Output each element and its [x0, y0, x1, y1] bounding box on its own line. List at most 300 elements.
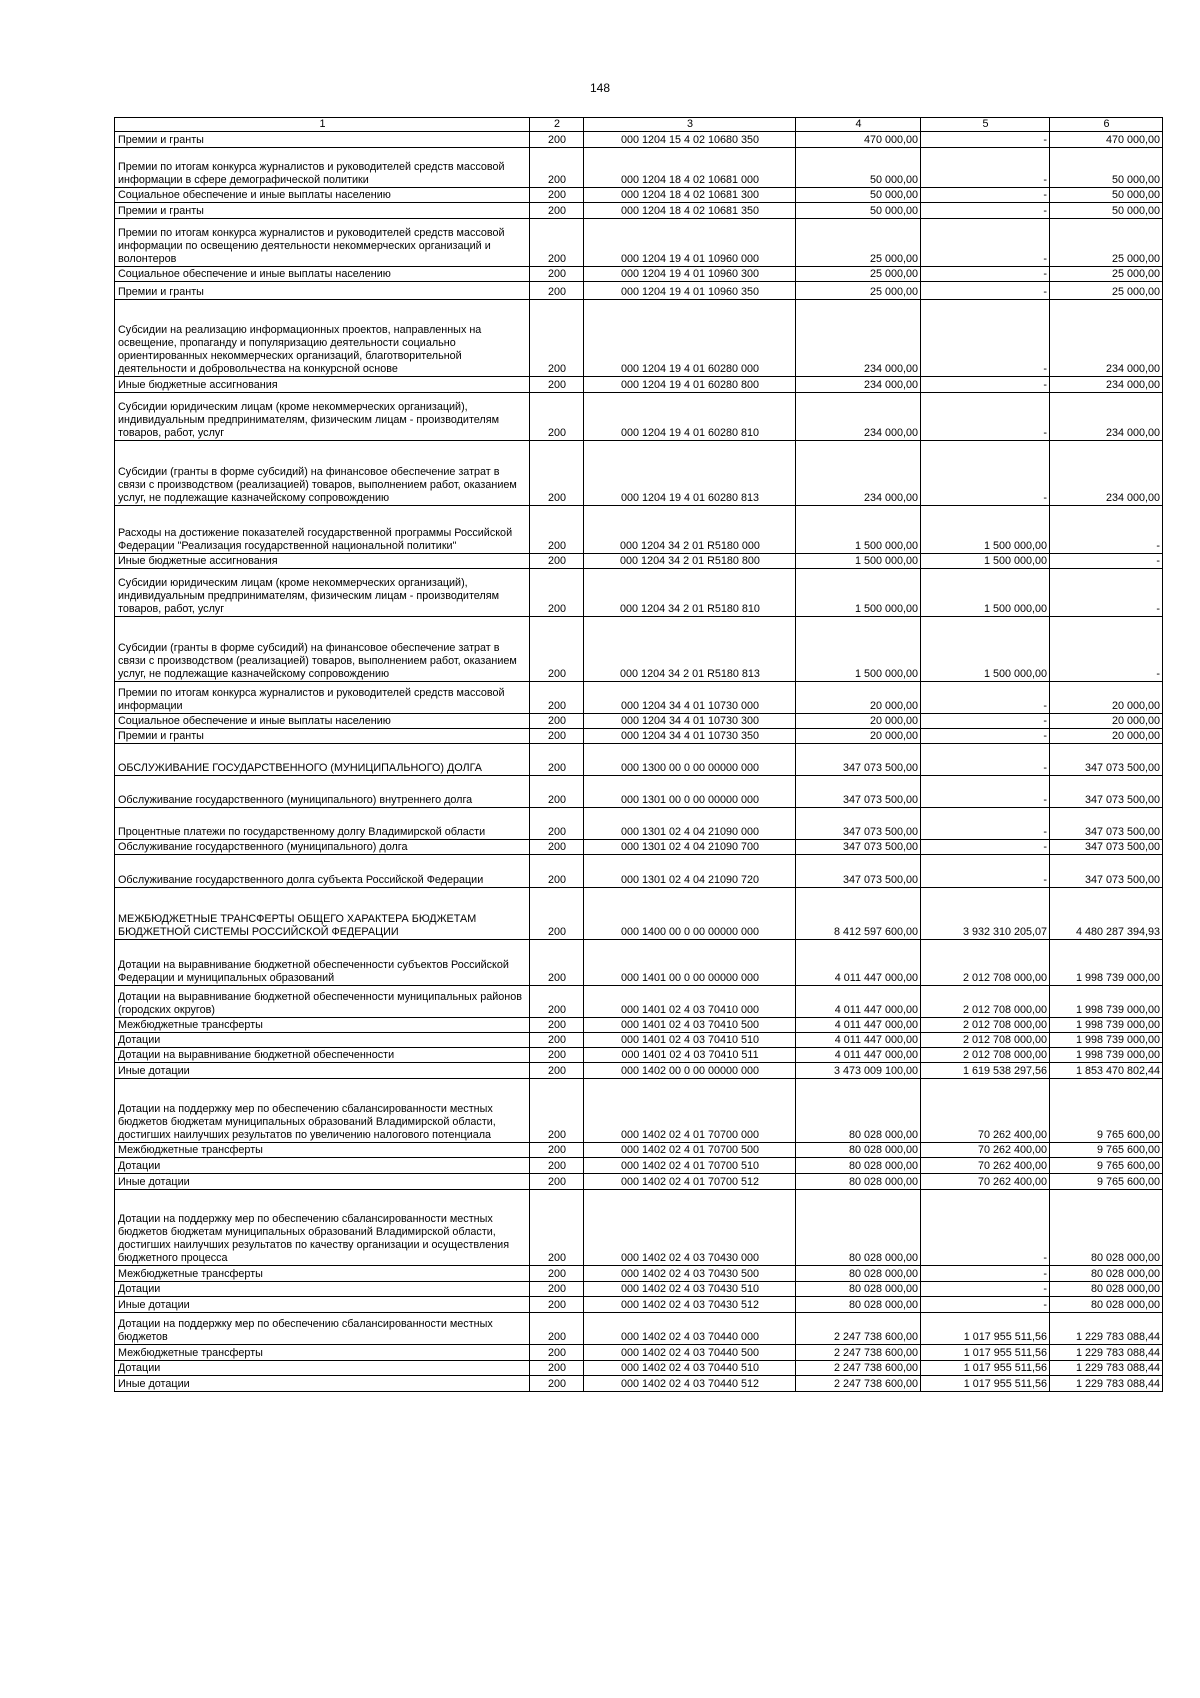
row-amount-total: 20 000,00: [796, 682, 921, 714]
row-amount-col5: -: [921, 729, 1050, 744]
row-classification-code: 000 1402 02 4 01 70700 000: [584, 1079, 796, 1143]
row-name: Дотации на выравнивание бюджетной обеспеченности: [115, 1048, 530, 1063]
row-code: 200: [530, 744, 584, 776]
row-code: 200: [530, 682, 584, 714]
row-amount-col5: 1 500 000,00: [921, 569, 1050, 617]
row-name: Социальное обеспечение и иные выплаты населению: [115, 714, 530, 729]
row-name: Межбюджетные трансферты: [115, 1018, 530, 1033]
page-number: 148: [589, 81, 611, 95]
row-amount-col6: 347 073 500,00: [1050, 855, 1163, 888]
row-classification-code: 000 1402 02 4 03 70440 510: [584, 1361, 796, 1376]
row-classification-code: 000 1401 02 4 03 70410 510: [584, 1033, 796, 1048]
row-amount-col6: 347 073 500,00: [1050, 744, 1163, 776]
header-col-5: 5: [921, 118, 1050, 132]
row-amount-col5: 1 500 000,00: [921, 617, 1050, 682]
row-amount-col6: 80 028 000,00: [1050, 1297, 1163, 1313]
row-amount-col5: 2 012 708 000,00: [921, 1033, 1050, 1048]
row-name: Премии и гранты: [115, 203, 530, 219]
row-amount-col6: 25 000,00: [1050, 267, 1163, 282]
table-row: [115, 776, 1163, 808]
row-amount-col6: 347 073 500,00: [1050, 840, 1163, 855]
row-amount-col5: -: [921, 203, 1050, 219]
table-row: [115, 203, 1163, 219]
row-amount-total: 50 000,00: [796, 203, 921, 219]
row-name: Иные дотации: [115, 1063, 530, 1079]
table-row: [115, 377, 1163, 393]
row-name: Иные дотации: [115, 1174, 530, 1190]
table-row: [115, 1313, 1163, 1345]
table-row: [115, 840, 1163, 855]
row-name: Расходы на достижение показателей государственной программы Российской Федерации "Реализация государственной национальной политики": [115, 506, 530, 554]
row-amount-col5: -: [921, 132, 1050, 148]
row-name: Межбюджетные трансферты: [115, 1345, 530, 1361]
row-amount-col5: -: [921, 393, 1050, 441]
row-classification-code: 000 1402 02 4 03 70430 000: [584, 1190, 796, 1266]
table-row: [115, 148, 1163, 188]
row-code: 200: [530, 569, 584, 617]
header-col-2: 2: [530, 118, 584, 132]
row-amount-col5: 2 012 708 000,00: [921, 986, 1050, 1018]
header-col-4: 4: [796, 118, 921, 132]
row-amount-total: 80 028 000,00: [796, 1190, 921, 1266]
row-amount-total: 347 073 500,00: [796, 840, 921, 855]
row-classification-code: 000 1400 00 0 00 00000 000: [584, 888, 796, 940]
row-name: Субсидии юридическим лицам (кроме некоммерческих организаций), индивидуальным предпринимателям, физическим лицам - производителям товаров, работ, услуг: [115, 393, 530, 441]
table-row: [115, 1297, 1163, 1313]
row-name: Дотации: [115, 1361, 530, 1376]
row-code: 200: [530, 855, 584, 888]
row-amount-total: 1 500 000,00: [796, 554, 921, 569]
row-name: Премии по итогам конкурса журналистов и руководителей средств массовой информации в сфере демографической политики: [115, 148, 530, 188]
table-row: [115, 855, 1163, 888]
row-classification-code: 000 1402 02 4 03 70430 510: [584, 1282, 796, 1297]
row-amount-total: 80 028 000,00: [796, 1143, 921, 1158]
row-amount-col5: 70 262 400,00: [921, 1174, 1050, 1190]
row-name: Обслуживание государственного долга субъекта Российской Федерации: [115, 855, 530, 888]
row-amount-total: 1 500 000,00: [796, 569, 921, 617]
row-code: 200: [530, 1158, 584, 1174]
row-amount-col6: 9 765 600,00: [1050, 1158, 1163, 1174]
row-classification-code: 000 1204 19 4 01 60280 000: [584, 300, 796, 377]
header-col-6: 6: [1050, 118, 1163, 132]
row-classification-code: 000 1204 19 4 01 10960 000: [584, 219, 796, 267]
table-row: [115, 986, 1163, 1018]
row-classification-code: 000 1204 34 2 01 R5180 810: [584, 569, 796, 617]
row-amount-col6: 20 000,00: [1050, 729, 1163, 744]
table-row: [115, 1282, 1163, 1297]
table-row: [115, 888, 1163, 940]
row-code: 200: [530, 1033, 584, 1048]
row-amount-total: 4 011 447 000,00: [796, 986, 921, 1018]
row-amount-col6: 347 073 500,00: [1050, 776, 1163, 808]
row-code: 200: [530, 1174, 584, 1190]
table-row: [115, 682, 1163, 714]
row-code: 200: [530, 840, 584, 855]
row-amount-total: 3 473 009 100,00: [796, 1063, 921, 1079]
row-classification-code: 000 1402 02 4 01 70700 510: [584, 1158, 796, 1174]
row-amount-col6: 1 998 739 000,00: [1050, 1033, 1163, 1048]
row-name: Дотации на поддержку мер по обеспечению сбалансированности местных бюджетов: [115, 1313, 530, 1345]
row-name: Премии по итогам конкурса журналистов и руководителей средств массовой информации по освещению деятельности некоммерческих организаций и волонтеров: [115, 219, 530, 267]
table-row: [115, 729, 1163, 744]
row-code: 200: [530, 888, 584, 940]
row-amount-col6: 50 000,00: [1050, 203, 1163, 219]
table-row: [115, 808, 1163, 840]
row-amount-total: 347 073 500,00: [796, 808, 921, 840]
table-row: [115, 1063, 1163, 1079]
row-amount-col6: 4 480 287 394,93: [1050, 888, 1163, 940]
row-amount-total: 80 028 000,00: [796, 1158, 921, 1174]
row-amount-total: 80 028 000,00: [796, 1282, 921, 1297]
row-name: Иные дотации: [115, 1376, 530, 1392]
header-row: [115, 118, 1163, 132]
row-amount-col6: 20 000,00: [1050, 682, 1163, 714]
row-classification-code: 000 1204 15 4 02 10680 350: [584, 132, 796, 148]
table-row: [115, 1174, 1163, 1190]
row-name: Субсидии (гранты в форме субсидий) на финансовое обеспечение затрат в связи с производством (реализацией) товаров, выполнением работ, оказанием услуг, не подлежащие казначейскому сопровождению: [115, 617, 530, 682]
row-name: Субсидии юридическим лицам (кроме некоммерческих организаций), индивидуальным предпринимателям, физическим лицам - производителям товаров, работ, услуг: [115, 569, 530, 617]
row-name: Субсидии на реализацию информационных проектов, направленных на освещение, пропаганду и популяризацию деятельности социально ориентированных некоммерческих организаций, благотворительной деятельности и добровольчества на конкурсной основе: [115, 300, 530, 377]
row-amount-col5: 1 500 000,00: [921, 506, 1050, 554]
row-amount-col6: 1 229 783 088,44: [1050, 1376, 1163, 1392]
row-code: 200: [530, 393, 584, 441]
table-row: [115, 1190, 1163, 1266]
header-col-3: 3: [584, 118, 796, 132]
table-row: [115, 188, 1163, 203]
table-row: [115, 1361, 1163, 1376]
row-amount-col6: 9 765 600,00: [1050, 1079, 1163, 1143]
row-classification-code: 000 1301 02 4 04 21090 000: [584, 808, 796, 840]
row-classification-code: 000 1204 19 4 01 10960 300: [584, 267, 796, 282]
row-amount-col5: -: [921, 188, 1050, 203]
row-name: Иные бюджетные ассигнования: [115, 554, 530, 569]
row-name: Межбюджетные трансферты: [115, 1266, 530, 1282]
row-amount-col5: 1 017 955 511,56: [921, 1376, 1050, 1392]
row-name: Субсидии (гранты в форме субсидий) на финансовое обеспечение затрат в связи с производством (реализацией) товаров, выполнением работ, оказанием услуг, не подлежащие казначейскому сопровождению: [115, 441, 530, 506]
table-row: [115, 441, 1163, 506]
row-amount-total: 234 000,00: [796, 300, 921, 377]
row-code: 200: [530, 1297, 584, 1313]
table-row: [115, 1079, 1163, 1143]
row-code: 200: [530, 940, 584, 986]
row-amount-total: 4 011 447 000,00: [796, 940, 921, 986]
row-amount-col5: -: [921, 840, 1050, 855]
row-code: 200: [530, 132, 584, 148]
row-code: 200: [530, 554, 584, 569]
row-classification-code: 000 1204 19 4 01 10960 350: [584, 282, 796, 300]
row-code: 200: [530, 1063, 584, 1079]
table-row: [115, 1376, 1163, 1392]
row-amount-col6: 234 000,00: [1050, 393, 1163, 441]
row-amount-col5: 1 017 955 511,56: [921, 1345, 1050, 1361]
row-name: Иные дотации: [115, 1297, 530, 1313]
row-amount-total: 80 028 000,00: [796, 1079, 921, 1143]
row-amount-total: 234 000,00: [796, 377, 921, 393]
row-amount-total: 25 000,00: [796, 219, 921, 267]
row-code: 200: [530, 1313, 584, 1345]
row-amount-col5: 70 262 400,00: [921, 1158, 1050, 1174]
row-amount-col5: -: [921, 1266, 1050, 1282]
row-code: 200: [530, 148, 584, 188]
table-body: [115, 118, 1163, 1392]
row-code: 200: [530, 729, 584, 744]
row-amount-total: 234 000,00: [796, 441, 921, 506]
row-amount-col6: 234 000,00: [1050, 300, 1163, 377]
row-amount-col6: 1 229 783 088,44: [1050, 1345, 1163, 1361]
row-amount-col5: 1 619 538 297,56: [921, 1063, 1050, 1079]
row-name: Премии и гранты: [115, 282, 530, 300]
table-row: [115, 506, 1163, 554]
row-classification-code: 000 1301 00 0 00 00000 000: [584, 776, 796, 808]
row-amount-total: 80 028 000,00: [796, 1297, 921, 1313]
row-amount-total: 80 028 000,00: [796, 1174, 921, 1190]
table-row: [115, 1048, 1163, 1063]
table-row: [115, 1158, 1163, 1174]
row-name: Дотации: [115, 1158, 530, 1174]
row-classification-code: 000 1204 34 2 01 R5180 000: [584, 506, 796, 554]
budget-table: [114, 117, 1163, 1392]
table-row: [115, 393, 1163, 441]
row-amount-col5: -: [921, 744, 1050, 776]
row-amount-col5: 2 012 708 000,00: [921, 1048, 1050, 1063]
row-code: 200: [530, 1079, 584, 1143]
row-amount-total: 2 247 738 600,00: [796, 1361, 921, 1376]
row-code: 200: [530, 1282, 584, 1297]
row-amount-col5: -: [921, 267, 1050, 282]
row-amount-col5: -: [921, 855, 1050, 888]
row-name: МЕЖБЮДЖЕТНЫЕ ТРАНСФЕРТЫ ОБЩЕГО ХАРАКТЕРА БЮДЖЕТАМ БЮДЖЕТНОЙ СИСТЕМЫ РОССИЙСКОЙ ФЕДЕРАЦИИ: [115, 888, 530, 940]
row-classification-code: 000 1402 02 4 01 70700 500: [584, 1143, 796, 1158]
row-amount-col6: 1 998 739 000,00: [1050, 986, 1163, 1018]
row-amount-col5: 70 262 400,00: [921, 1143, 1050, 1158]
row-classification-code: 000 1300 00 0 00 00000 000: [584, 744, 796, 776]
row-amount-col6: 80 028 000,00: [1050, 1282, 1163, 1297]
table-row: [115, 1018, 1163, 1033]
row-code: 200: [530, 986, 584, 1018]
row-amount-col6: 50 000,00: [1050, 188, 1163, 203]
row-code: 200: [530, 1018, 584, 1033]
table-row: [115, 282, 1163, 300]
table-row: [115, 617, 1163, 682]
row-name: Иные бюджетные ассигнования: [115, 377, 530, 393]
row-name: Дотации: [115, 1282, 530, 1297]
row-amount-total: 4 011 447 000,00: [796, 1048, 921, 1063]
row-amount-col6: 25 000,00: [1050, 282, 1163, 300]
row-code: 200: [530, 300, 584, 377]
row-amount-total: 20 000,00: [796, 729, 921, 744]
row-code: 200: [530, 808, 584, 840]
row-name: Премии по итогам конкурса журналистов и руководителей средств массовой информации: [115, 682, 530, 714]
row-name: Дотации на выравнивание бюджетной обеспеченности муниципальных районов (городских округов): [115, 986, 530, 1018]
row-name: Дотации на выравнивание бюджетной обеспеченности субъектов Российской Федерации и муниципальных образований: [115, 940, 530, 986]
row-amount-col6: 1 998 739 000,00: [1050, 1018, 1163, 1033]
table-row: [115, 1266, 1163, 1282]
row-code: 200: [530, 1143, 584, 1158]
row-amount-col5: -: [921, 776, 1050, 808]
row-amount-col5: -: [921, 1297, 1050, 1313]
row-amount-col5: -: [921, 682, 1050, 714]
row-amount-col5: -: [921, 282, 1050, 300]
row-amount-col5: 3 932 310 205,07: [921, 888, 1050, 940]
row-classification-code: 000 1402 02 4 01 70700 512: [584, 1174, 796, 1190]
row-code: 200: [530, 776, 584, 808]
row-amount-col6: -: [1050, 569, 1163, 617]
table-row: [115, 744, 1163, 776]
row-amount-col6: 9 765 600,00: [1050, 1174, 1163, 1190]
row-classification-code: 000 1204 19 4 01 60280 813: [584, 441, 796, 506]
row-amount-col6: 1 998 739 000,00: [1050, 940, 1163, 986]
row-amount-total: 347 073 500,00: [796, 855, 921, 888]
row-name: Межбюджетные трансферты: [115, 1143, 530, 1158]
header-col-1: 1: [115, 118, 530, 132]
row-classification-code: 000 1401 00 0 00 00000 000: [584, 940, 796, 986]
row-name: Премии и гранты: [115, 729, 530, 744]
row-code: 200: [530, 1190, 584, 1266]
row-amount-total: 234 000,00: [796, 393, 921, 441]
row-code: 200: [530, 219, 584, 267]
table-row: [115, 219, 1163, 267]
row-amount-col5: -: [921, 808, 1050, 840]
row-amount-col6: 50 000,00: [1050, 148, 1163, 188]
row-amount-col5: -: [921, 377, 1050, 393]
row-classification-code: 000 1204 18 4 02 10681 000: [584, 148, 796, 188]
row-code: 200: [530, 377, 584, 393]
row-amount-col6: 80 028 000,00: [1050, 1266, 1163, 1282]
table-row: [115, 132, 1163, 148]
row-name: Дотации на поддержку мер по обеспечению сбалансированности местных бюджетов бюджетам муниципальных образований Владимирской области, достигших наилучших результатов по увеличению налогового потенциала: [115, 1079, 530, 1143]
row-amount-total: 50 000,00: [796, 148, 921, 188]
row-code: 200: [530, 441, 584, 506]
table-row: [115, 940, 1163, 986]
row-amount-col5: -: [921, 714, 1050, 729]
row-amount-col6: 25 000,00: [1050, 219, 1163, 267]
row-amount-col6: 9 765 600,00: [1050, 1143, 1163, 1158]
row-name: Дотации на поддержку мер по обеспечению сбалансированности местных бюджетов бюджетам муниципальных образований Владимирской области, достигших наилучших результатов по качеству организации и осуществления бюджетного процесса: [115, 1190, 530, 1266]
row-amount-col5: -: [921, 148, 1050, 188]
row-classification-code: 000 1204 34 2 01 R5180 800: [584, 554, 796, 569]
row-classification-code: 000 1402 02 4 03 70440 512: [584, 1376, 796, 1392]
row-amount-total: 1 500 000,00: [796, 617, 921, 682]
table-row: [115, 1143, 1163, 1158]
row-classification-code: 000 1402 02 4 03 70430 512: [584, 1297, 796, 1313]
row-name: ОБСЛУЖИВАНИЕ ГОСУДАРСТВЕННОГО (МУНИЦИПАЛЬНОГО) ДОЛГА: [115, 744, 530, 776]
row-amount-col5: 1 500 000,00: [921, 554, 1050, 569]
row-name: Премии и гранты: [115, 132, 530, 148]
row-amount-col6: 1 853 470 802,44: [1050, 1063, 1163, 1079]
row-name: Обслуживание государственного (муниципального) долга: [115, 840, 530, 855]
row-amount-col5: 1 017 955 511,56: [921, 1361, 1050, 1376]
row-classification-code: 000 1402 02 4 03 70440 000: [584, 1313, 796, 1345]
row-classification-code: 000 1401 02 4 03 70410 511: [584, 1048, 796, 1063]
row-amount-total: 4 011 447 000,00: [796, 1018, 921, 1033]
row-classification-code: 000 1204 19 4 01 60280 800: [584, 377, 796, 393]
row-amount-total: 2 247 738 600,00: [796, 1313, 921, 1345]
row-code: 200: [530, 282, 584, 300]
row-code: 200: [530, 1345, 584, 1361]
row-classification-code: 000 1204 34 4 01 10730 300: [584, 714, 796, 729]
row-code: 200: [530, 188, 584, 203]
row-amount-total: 20 000,00: [796, 714, 921, 729]
row-amount-col6: 470 000,00: [1050, 132, 1163, 148]
row-name: Обслуживание государственного (муниципального) внутреннего долга: [115, 776, 530, 808]
row-amount-total: 470 000,00: [796, 132, 921, 148]
row-classification-code: 000 1204 34 4 01 10730 350: [584, 729, 796, 744]
row-classification-code: 000 1401 02 4 03 70410 000: [584, 986, 796, 1018]
row-name: Дотации: [115, 1033, 530, 1048]
row-amount-col6: 1 229 783 088,44: [1050, 1361, 1163, 1376]
row-code: 200: [530, 506, 584, 554]
row-amount-col6: -: [1050, 506, 1163, 554]
row-classification-code: 000 1402 02 4 03 70440 500: [584, 1345, 796, 1361]
row-amount-col6: 234 000,00: [1050, 377, 1163, 393]
row-classification-code: 000 1301 02 4 04 21090 720: [584, 855, 796, 888]
row-classification-code: 000 1301 02 4 04 21090 700: [584, 840, 796, 855]
row-amount-col5: 2 012 708 000,00: [921, 1018, 1050, 1033]
table-row: [115, 267, 1163, 282]
row-amount-col5: 2 012 708 000,00: [921, 940, 1050, 986]
row-code: 200: [530, 1376, 584, 1392]
row-amount-total: 2 247 738 600,00: [796, 1376, 921, 1392]
row-amount-col5: -: [921, 219, 1050, 267]
row-classification-code: 000 1401 02 4 03 70410 500: [584, 1018, 796, 1033]
row-code: 200: [530, 267, 584, 282]
row-name: Процентные платежи по государственному долгу Владимирской области: [115, 808, 530, 840]
row-code: 200: [530, 203, 584, 219]
row-amount-col6: 20 000,00: [1050, 714, 1163, 729]
row-classification-code: 000 1204 34 4 01 10730 000: [584, 682, 796, 714]
row-amount-col5: -: [921, 300, 1050, 377]
row-amount-total: 1 500 000,00: [796, 506, 921, 554]
row-amount-total: 4 011 447 000,00: [796, 1033, 921, 1048]
row-classification-code: 000 1204 18 4 02 10681 300: [584, 188, 796, 203]
row-amount-col6: 347 073 500,00: [1050, 808, 1163, 840]
row-code: 200: [530, 617, 584, 682]
row-classification-code: 000 1402 00 0 00 00000 000: [584, 1063, 796, 1079]
row-code: 200: [530, 714, 584, 729]
row-name: Социальное обеспечение и иные выплаты населению: [115, 188, 530, 203]
row-amount-col5: -: [921, 1282, 1050, 1297]
row-amount-total: 25 000,00: [796, 267, 921, 282]
row-amount-total: 50 000,00: [796, 188, 921, 203]
row-amount-col6: 234 000,00: [1050, 441, 1163, 506]
row-classification-code: 000 1204 18 4 02 10681 350: [584, 203, 796, 219]
row-amount-col6: 1 229 783 088,44: [1050, 1313, 1163, 1345]
row-code: 200: [530, 1048, 584, 1063]
table-row: [115, 300, 1163, 377]
row-classification-code: 000 1402 02 4 03 70430 500: [584, 1266, 796, 1282]
row-amount-col6: 80 028 000,00: [1050, 1190, 1163, 1266]
row-name: Социальное обеспечение и иные выплаты населению: [115, 267, 530, 282]
row-amount-total: 347 073 500,00: [796, 776, 921, 808]
row-amount-total: 8 412 597 600,00: [796, 888, 921, 940]
row-amount-total: 347 073 500,00: [796, 744, 921, 776]
table-row: [115, 554, 1163, 569]
table-row: [115, 1033, 1163, 1048]
row-amount-col5: 1 017 955 511,56: [921, 1313, 1050, 1345]
row-amount-col6: -: [1050, 554, 1163, 569]
row-amount-total: 80 028 000,00: [796, 1266, 921, 1282]
row-amount-col5: 70 262 400,00: [921, 1079, 1050, 1143]
table-row: [115, 714, 1163, 729]
row-code: 200: [530, 1266, 584, 1282]
table-row: [115, 569, 1163, 617]
row-amount-col5: -: [921, 1190, 1050, 1266]
row-classification-code: 000 1204 34 2 01 R5180 813: [584, 617, 796, 682]
row-classification-code: 000 1204 19 4 01 60280 810: [584, 393, 796, 441]
row-code: 200: [530, 1361, 584, 1376]
row-amount-total: 2 247 738 600,00: [796, 1345, 921, 1361]
row-amount-col5: -: [921, 441, 1050, 506]
